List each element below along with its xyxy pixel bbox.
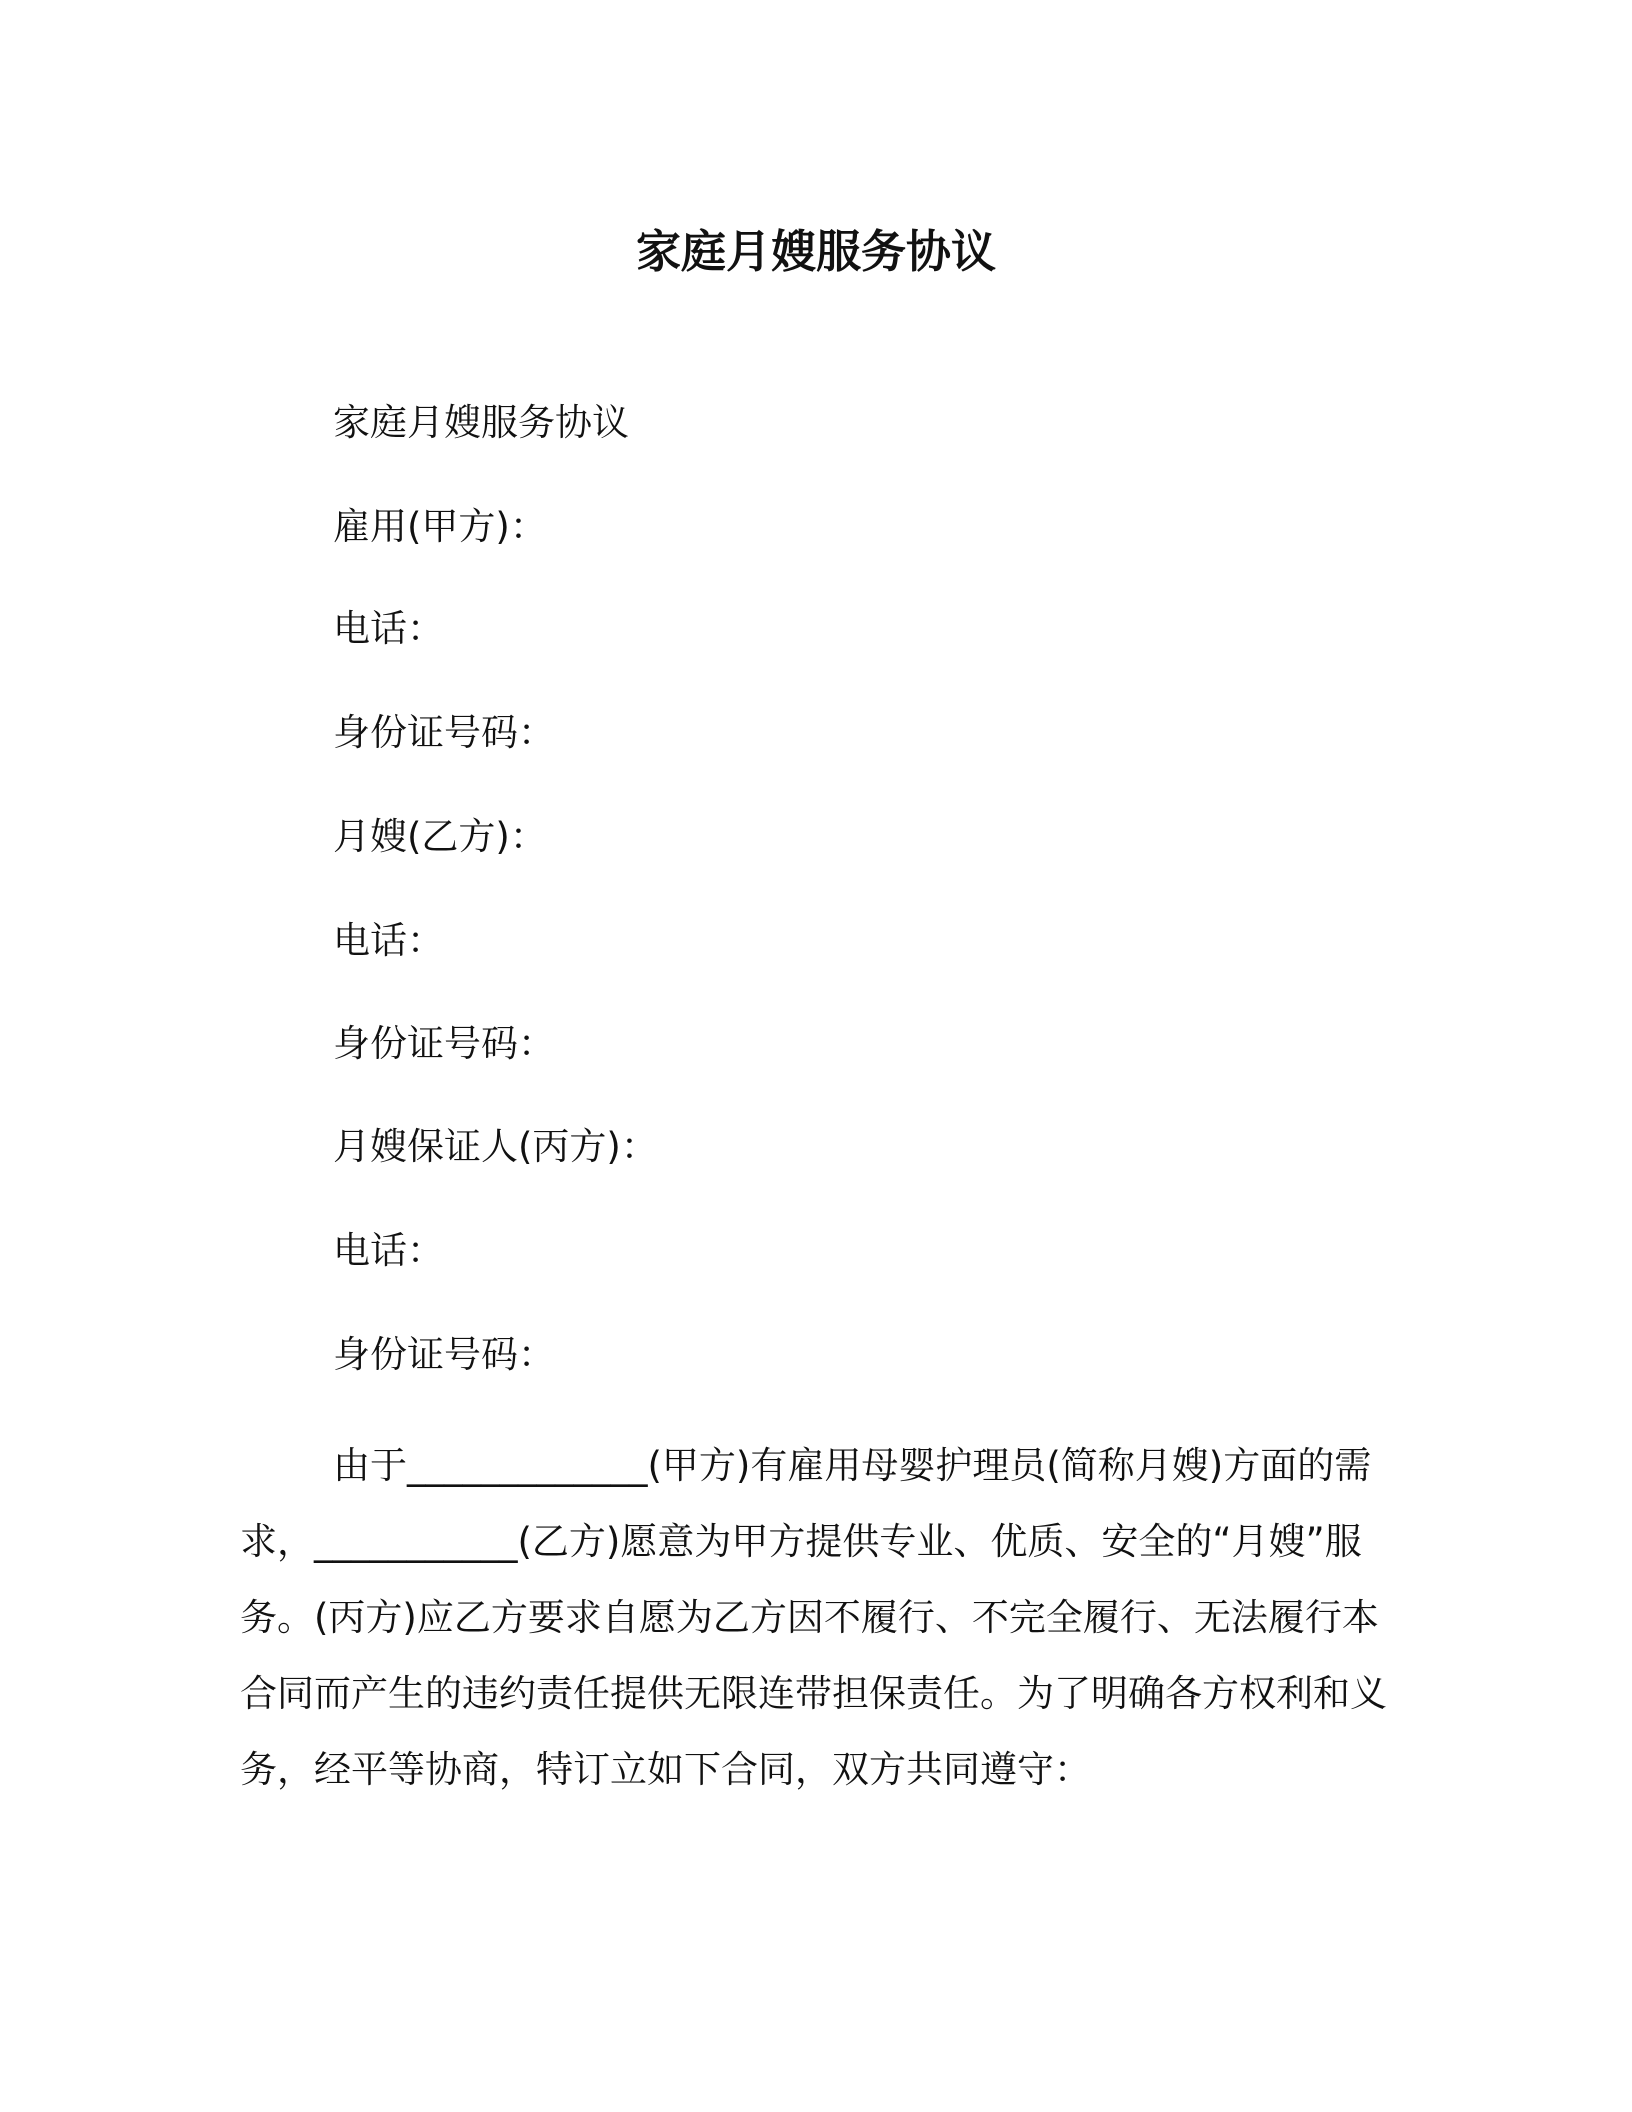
party-b-id-number: 身份证号码： [333, 1022, 555, 1065]
party-a-phone: 电话： [333, 607, 444, 650]
party-c-phone: 电话： [333, 1229, 444, 1272]
document-title: 家庭月嫂服务协议 [635, 225, 996, 278]
party-b-label: 月嫂(乙方)： [333, 815, 547, 858]
party-c-id-number: 身份证号码： [333, 1333, 555, 1376]
party-c-label: 月嫂保证人(丙方)： [333, 1125, 658, 1168]
document-subtitle: 家庭月嫂服务协议 [333, 401, 629, 444]
preamble-paragraph: 由于_____________(甲方)有雇用母婴护理员(简称月嫂)方面的需求，___________(乙方)愿意为甲方提供专业、优质、安全的“月嫂”服务。(丙方)应乙方要求自愿为乙方因不履行、不完全履行、无法履行本合同而产生的违约责任提供无限连带担保责任。为了明确各方权利和义务，经平等协商，特订立如下合同，双方共同遵守： [240, 1444, 1387, 1791]
party-b-phone: 电话： [333, 919, 444, 962]
party-a-id-number: 身份证号码： [333, 711, 555, 754]
party-a-label: 雇用(甲方)： [333, 505, 547, 548]
